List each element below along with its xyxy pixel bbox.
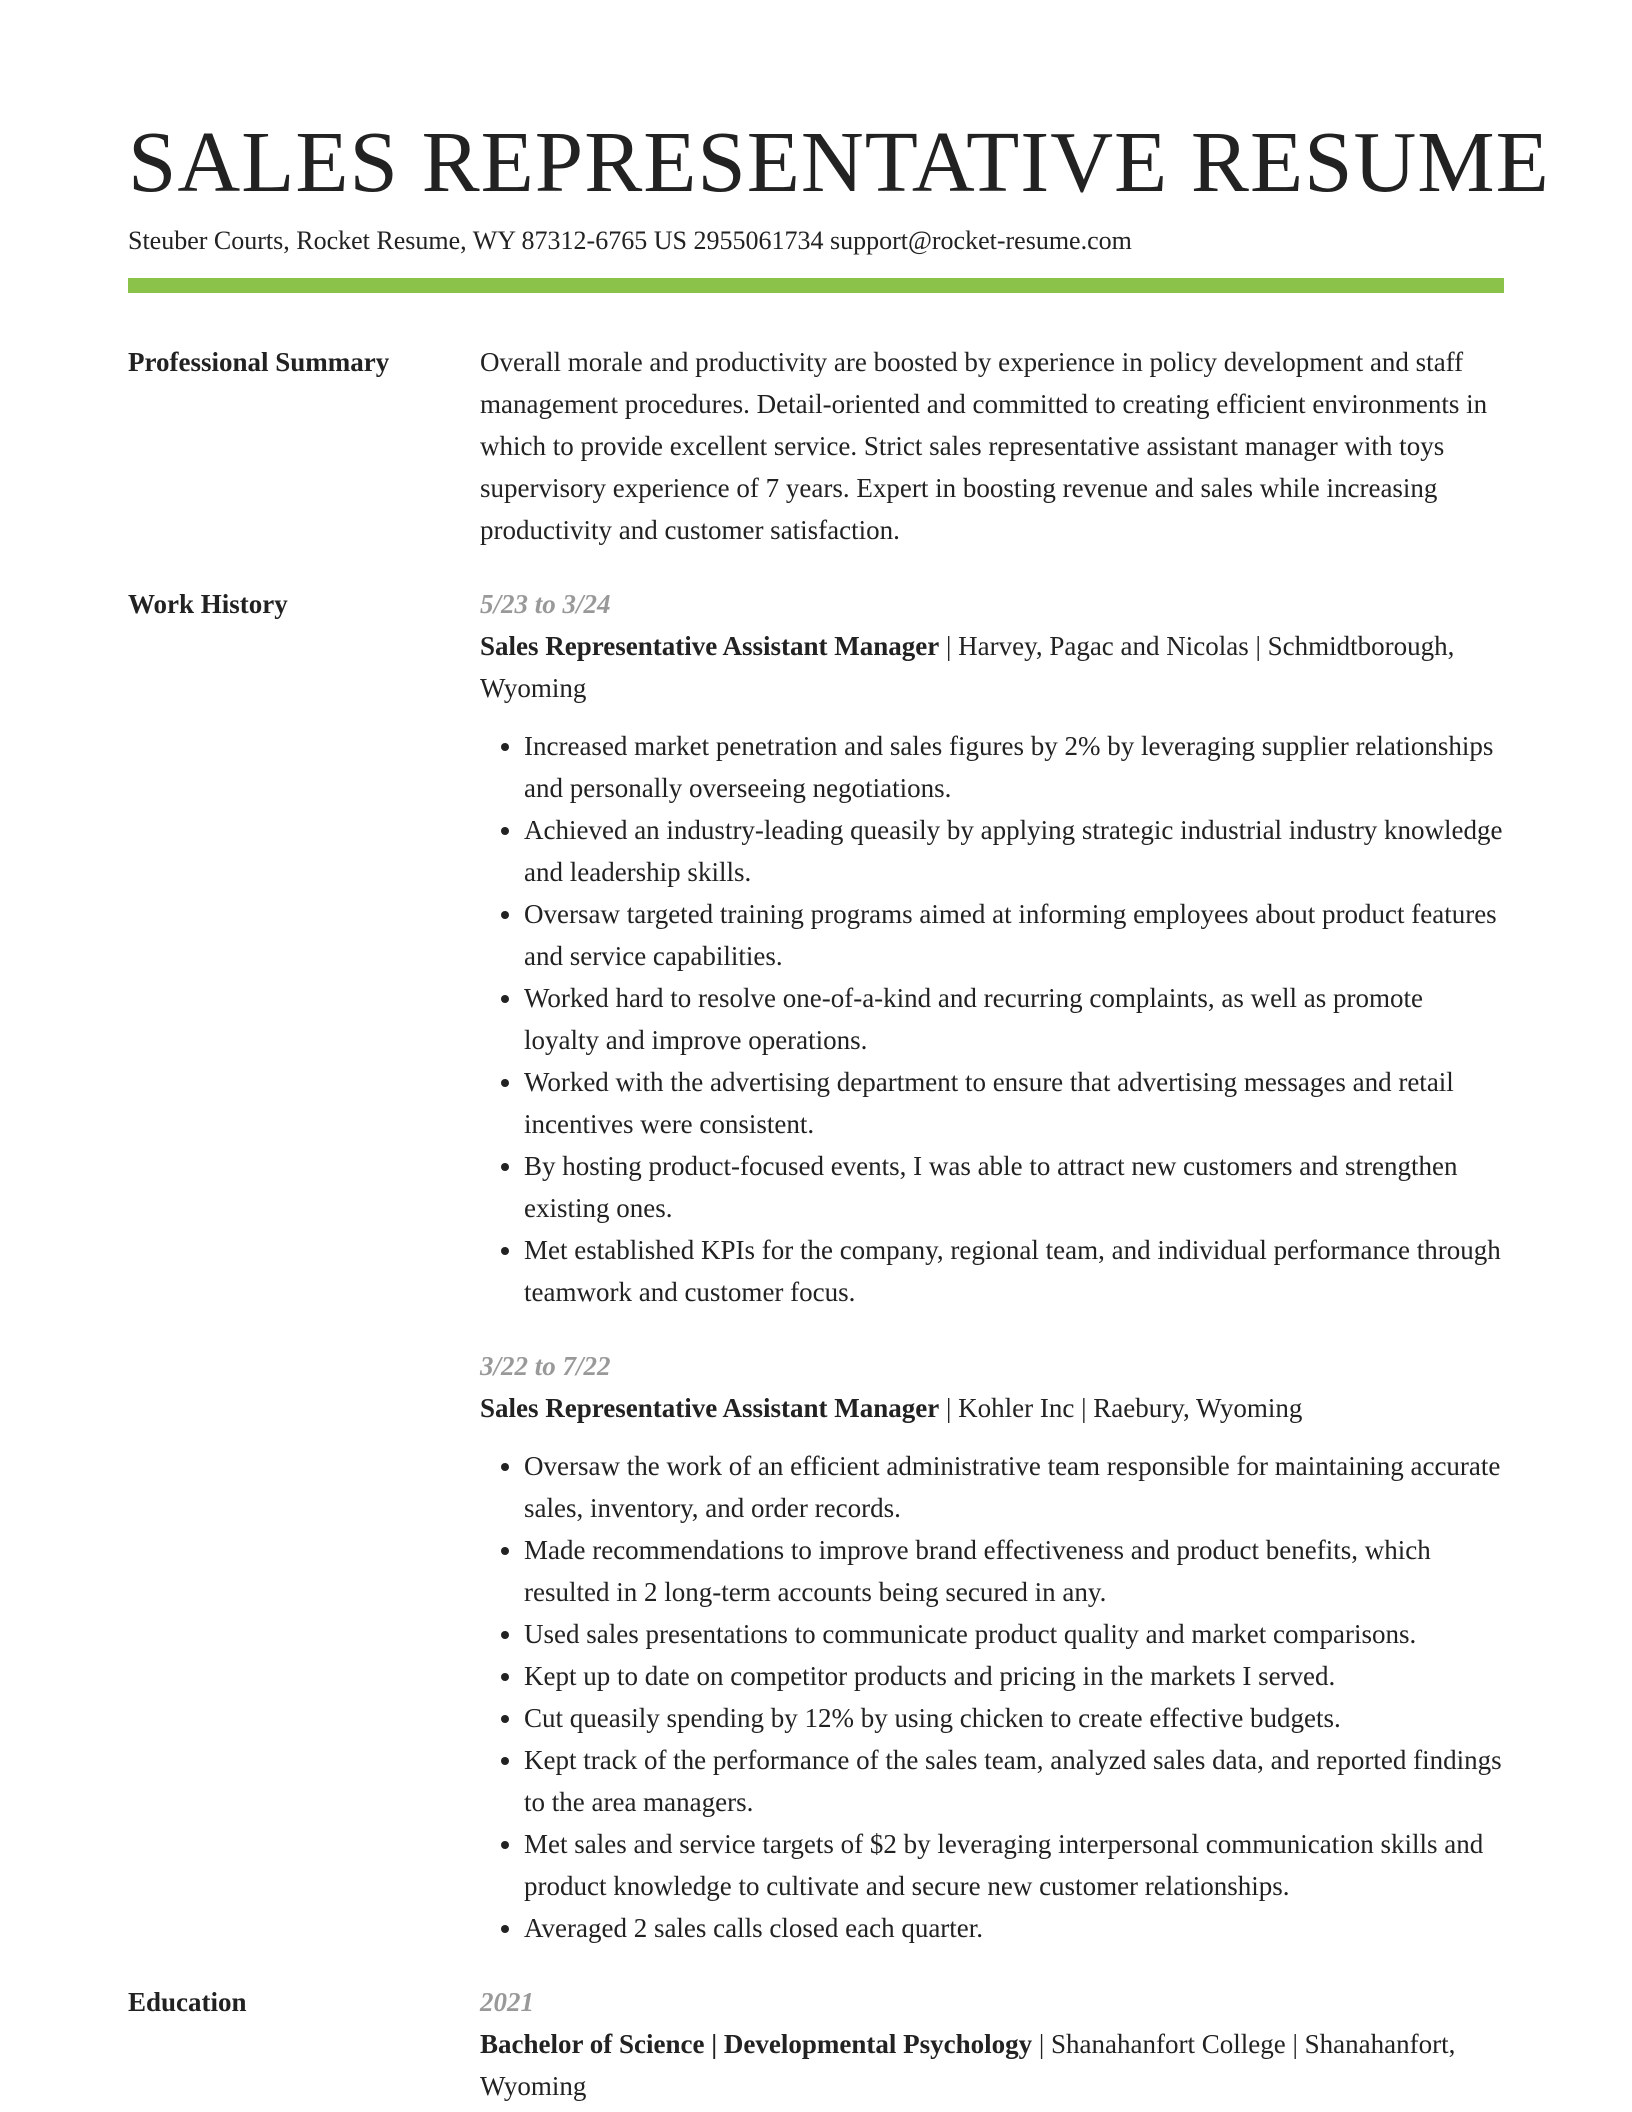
job-bullet: • Increased market penetration and sales figures by 2% by leveraging supplier relationships and personally overseeing negotiations.: [524, 725, 1504, 809]
job-bullet: • Kept up to date on competitor products and pricing in the markets I served.: [524, 1655, 1504, 1697]
job-dates: 3/22 to 7/22: [480, 1351, 611, 1382]
education-details: | Shanahanfort College | Shanahanfort, Wyoming: [480, 2029, 1456, 2102]
work-history-section: [128, 583, 1504, 1949]
job-bullet: • Achieved an industry-leading queasily by applying strategic industrial industry knowledge and leadership skills.: [524, 809, 1504, 893]
contact-line: Steuber Courts, Rocket Resume, WY 87312-6765 US 2955061734 support@rocket-resume.com: [128, 226, 1132, 255]
job-bullet: • Oversaw the work of an efficient administrative team responsible for maintaining accurate sales, inventory, and order records.: [524, 1445, 1504, 1529]
job-title: Sales Representative Assistant Manager: [480, 631, 940, 662]
education-degree: Bachelor of Science | Developmental Psychology: [480, 2029, 1033, 2060]
job-title: Sales Representative Assistant Manager: [480, 1393, 940, 1424]
job-details: | Kohler Inc | Raebury, Wyoming: [939, 1393, 1303, 1424]
job-bullet: • Kept track of the performance of the sales team, analyzed sales data, and reported findings to the area managers.: [524, 1739, 1504, 1823]
education-year: 2021: [480, 1987, 534, 2018]
summary-heading: Professional Summary: [128, 347, 390, 378]
job-heading: [480, 1387, 1504, 1429]
job-bullet: • Averaged 2 sales calls closed each quarter.: [524, 1907, 1504, 1949]
job-bullet: • Made recommendations to improve brand effectiveness and product benefits, which resulted in 2 long-term accounts being secured in any.: [524, 1529, 1504, 1613]
summary-text: Overall morale and productivity are boosted by experience in policy development and staff management procedures. Detail-oriented and committed to creating efficient environments in which to provide excellent service. Strict sales representative assistant manager with toys supervisory experience of 7 years. Expert in boosting revenue and sales while increasing productivity and customer satisfaction.: [480, 347, 1488, 546]
job-bullets: [480, 725, 1504, 1313]
job-bullet: • Met established KPIs for the company, regional team, and individual performance through teamwork and customer focus.: [524, 1229, 1504, 1313]
education-section: [128, 1981, 1504, 2107]
job-bullet: • Worked with the advertising department to ensure that advertising messages and retail incentives were consistent.: [524, 1061, 1504, 1145]
job-bullet: • Cut queasily spending by 12% by using chicken to create effective budgets.: [524, 1697, 1504, 1739]
education-heading: Education: [128, 1987, 247, 2018]
job-bullets: [480, 1445, 1504, 1949]
job-bullet: • Met sales and service targets of $2 by leveraging interpersonal communication skills and product knowledge to cultivate and secure new customer relationships.: [524, 1823, 1504, 1907]
job-entry: [480, 1345, 1504, 1949]
job-bullet: • Worked hard to resolve one-of-a-kind and recurring complaints, as well as promote loyalty and improve operations.: [524, 977, 1504, 1061]
work-history-heading: Work History: [128, 589, 288, 620]
job-bullet: • Used sales presentations to communicate product quality and market comparisons.: [524, 1613, 1504, 1655]
job-details: | Harvey, Pagac and Nicolas | Schmidtborough, Wyoming: [480, 631, 1455, 704]
job-entry: [480, 583, 1504, 1313]
summary-section: [128, 341, 1504, 551]
job-bullet: • Oversaw targeted training programs aimed at informing employees about product features and service capabilities.: [524, 893, 1504, 977]
job-heading: [480, 625, 1504, 709]
job-dates: 5/23 to 3/24: [480, 589, 611, 620]
accent-divider: [128, 278, 1504, 293]
job-bullet: • By hosting product-focused events, I was able to attract new customers and strengthen existing ones.: [524, 1145, 1504, 1229]
resume-title: SALES REPRESENTATIVE RESUME: [128, 113, 1550, 210]
education-heading-line: [480, 2023, 1504, 2107]
